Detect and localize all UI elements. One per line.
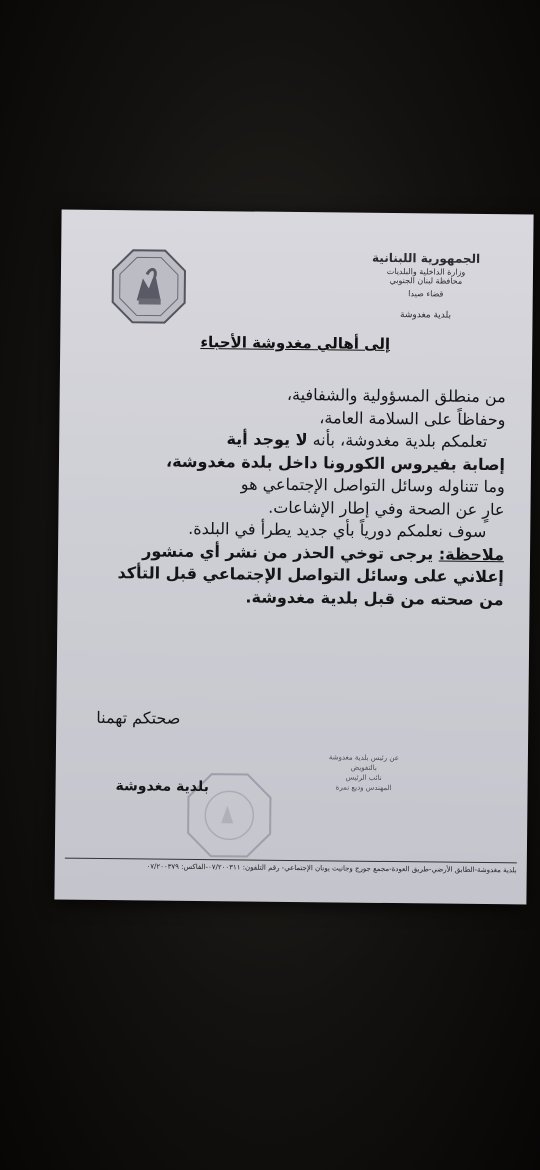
signature-line-3: نائب الرئيس [345,773,382,782]
body-line-2: وحفاظاً على السلامة العامة، [319,407,506,429]
note-text-1: يرجى توخي الحذر من نشر أي منشور [142,540,434,563]
signature-line-2: بالتفويض [350,763,377,772]
body-line-4: إصابة بفيروس الكورونا داخل بلدة مغدوشة، [165,451,506,474]
note-line-3: من صحته من قبل بلدية مغدوشة. [245,586,504,609]
body-line-5: وما تتناوله وسائل التواصل الإجتماعي هو [240,474,505,497]
municipality-emblem-icon [110,248,187,325]
body-line-3b: لا يوجد أية [226,429,308,450]
note-label: ملاحظة: [438,544,505,564]
body-line-3a: تعلمكم بلدية مغدوشة، بأنه [312,430,488,452]
body-line-7: سوف نعلمكم دورياً بأي جديد يطرأ في البلدة. [188,518,487,542]
letter-title: إلى أهالي مغدوشة الأحباء [200,333,391,353]
body-line-1: من منطلق المسؤولية والشفافية، [286,384,506,407]
note-line-2: إعلاني على وسائل التواصل الإجتماعي قبل التأكد [117,563,504,587]
letterhead-country: الجمهورية اللبنانية [371,250,481,266]
letterhead-ministry: وزارة الداخلية والبلديات [386,266,466,277]
letterhead-governorate: محافظة لبنان الجنوبي [389,275,463,286]
body-line-6: عارٍ عن الصحة وفي إطار الإشاعات. [268,497,505,519]
signoff-municipality: بلدية مغدوشة [115,778,209,796]
closing-phrase: صحتكم تهمنا [96,707,181,728]
signature-block [294,752,434,793]
signature-line-1: عن رئيس بلدية مغدوشة [328,753,399,763]
letter-footer: بلدية مغدوشة-الطابق الأرضي-طريق العودة-مجمع جورج وجانيت يونان الإجتماعي- رقم التلفون: ٠٧/٢٠٠٣١١-الفاكس: ٠٧/٢٠٠٣٧٩ [65,858,517,875]
letter-sheet [54,210,533,905]
letterhead [340,250,511,321]
letter-body [63,382,505,612]
signature-line-4: المهندس وديع نمرة [335,783,392,793]
letterhead-municipality: بلدية مغدوشة [399,310,452,321]
letterhead-district: قضاء صيدا [408,289,444,299]
